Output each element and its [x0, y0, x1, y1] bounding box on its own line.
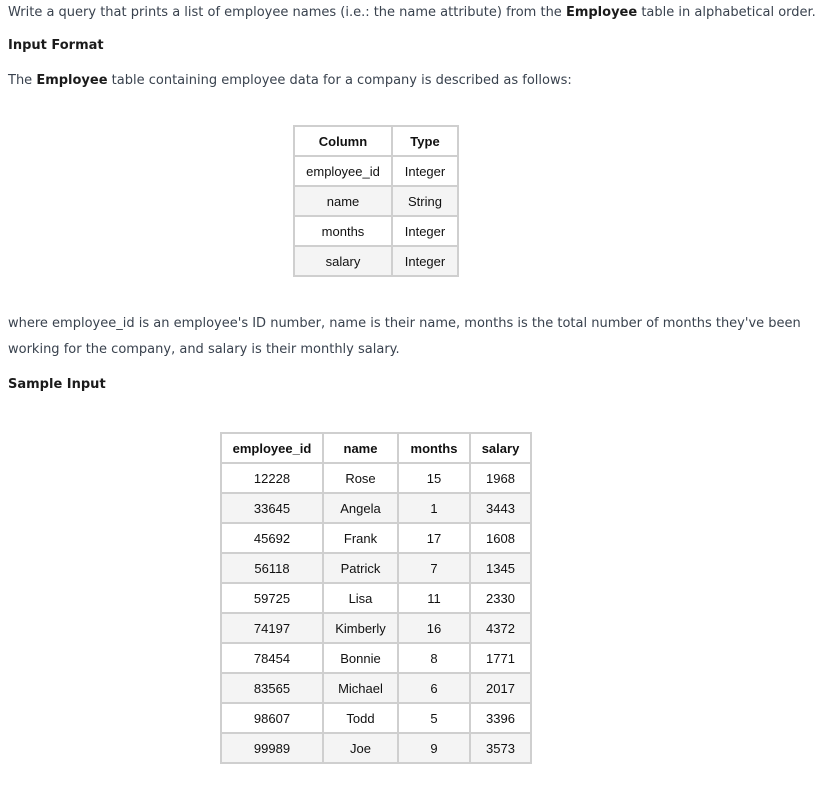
sample-cell: 1608 — [470, 523, 531, 553]
sample-cell: 12228 — [221, 463, 323, 493]
sample-cell: Bonnie — [323, 643, 398, 673]
where-text-line2: working for the company, and salary is their monthly salary. — [8, 342, 400, 357]
sample-cell: Rose — [323, 463, 398, 493]
table-desc-part1: The — [8, 73, 37, 88]
sample-header-cell: salary — [470, 433, 531, 463]
sample-cell: 99989 — [221, 733, 323, 763]
intro-part2: table in alphabetical order. — [637, 5, 816, 20]
sample-cell: 17 — [398, 523, 470, 553]
sample-cell: 6 — [398, 673, 470, 703]
sample-cell: Angela — [323, 493, 398, 523]
sample-cell: 2017 — [470, 673, 531, 703]
sample-header-cell: employee_id — [221, 433, 323, 463]
schema-cell: Integer — [392, 156, 458, 186]
schema-cell: months — [294, 216, 392, 246]
sample-input-table — [220, 432, 532, 764]
schema-cell: name — [294, 186, 392, 216]
schema-header-cell: Column — [294, 126, 392, 156]
schema-cell: Integer — [392, 246, 458, 276]
sample-input-heading: Sample Input — [8, 377, 106, 392]
sample-row — [221, 643, 531, 673]
sample-cell: 16 — [398, 613, 470, 643]
sample-cell: Joe — [323, 733, 398, 763]
sample-cell: 83565 — [221, 673, 323, 703]
sample-cell: 78454 — [221, 643, 323, 673]
sample-cell: Kimberly — [323, 613, 398, 643]
sample-cell: 59725 — [221, 583, 323, 613]
table-description — [8, 68, 572, 94]
sample-row — [221, 673, 531, 703]
sample-cell: Michael — [323, 673, 398, 703]
sample-cell: 45692 — [221, 523, 323, 553]
sample-row — [221, 613, 531, 643]
sample-header-cell: months — [398, 433, 470, 463]
schema-header-cell: Type — [392, 126, 458, 156]
sample-cell: Lisa — [323, 583, 398, 613]
sample-cell: 7 — [398, 553, 470, 583]
table-desc-bold: Employee — [36, 73, 108, 88]
sample-row — [221, 523, 531, 553]
sample-cell: 3573 — [470, 733, 531, 763]
sample-cell: 74197 — [221, 613, 323, 643]
sample-row — [221, 703, 531, 733]
schema-cell: Integer — [392, 216, 458, 246]
schema-cell: salary — [294, 246, 392, 276]
sample-row — [221, 493, 531, 523]
sample-cell: 15 — [398, 463, 470, 493]
table-desc-part2: table containing employee data for a company is described as follows: — [107, 73, 572, 88]
input-format-heading: Input Format — [8, 38, 104, 53]
sample-row — [221, 463, 531, 493]
intro-bold-table: Employee — [565, 5, 638, 20]
sample-cell: 3443 — [470, 493, 531, 523]
sample-cell: 98607 — [221, 703, 323, 733]
schema-row — [294, 246, 458, 276]
where-text-line1: where employee_id is an employee's ID number, name is their name, months is the total number of months they've been — [8, 316, 801, 331]
sample-row — [221, 733, 531, 763]
sample-header-cell: name — [323, 433, 398, 463]
schema-cell: String — [392, 186, 458, 216]
schema-row — [294, 186, 458, 216]
schema-cell: employee_id — [294, 156, 392, 186]
sample-cell: 5 — [398, 703, 470, 733]
sample-cell: Patrick — [323, 553, 398, 583]
sample-cell: Todd — [323, 703, 398, 733]
sample-cell: 9 — [398, 733, 470, 763]
sample-row — [221, 553, 531, 583]
sample-cell: 3396 — [470, 703, 531, 733]
sample-cell: 1345 — [470, 553, 531, 583]
sample-cell: 4372 — [470, 613, 531, 643]
sample-cell: 8 — [398, 643, 470, 673]
sample-cell: Frank — [323, 523, 398, 553]
sample-row — [221, 583, 531, 613]
sample-cell: 1968 — [470, 463, 531, 493]
schema-table — [293, 125, 459, 277]
sample-header-row — [221, 433, 531, 463]
intro-part1: Write a query that prints a list of employee names (i.e.: the name attribute) from the — [8, 5, 566, 20]
schema-row — [294, 156, 458, 186]
sample-cell: 56118 — [221, 553, 323, 583]
sample-cell: 11 — [398, 583, 470, 613]
schema-row — [294, 216, 458, 246]
sample-cell: 33645 — [221, 493, 323, 523]
intro-text — [8, 0, 816, 26]
sample-cell: 1771 — [470, 643, 531, 673]
sample-cell: 1 — [398, 493, 470, 523]
sample-cell: 2330 — [470, 583, 531, 613]
schema-header-row — [294, 126, 458, 156]
